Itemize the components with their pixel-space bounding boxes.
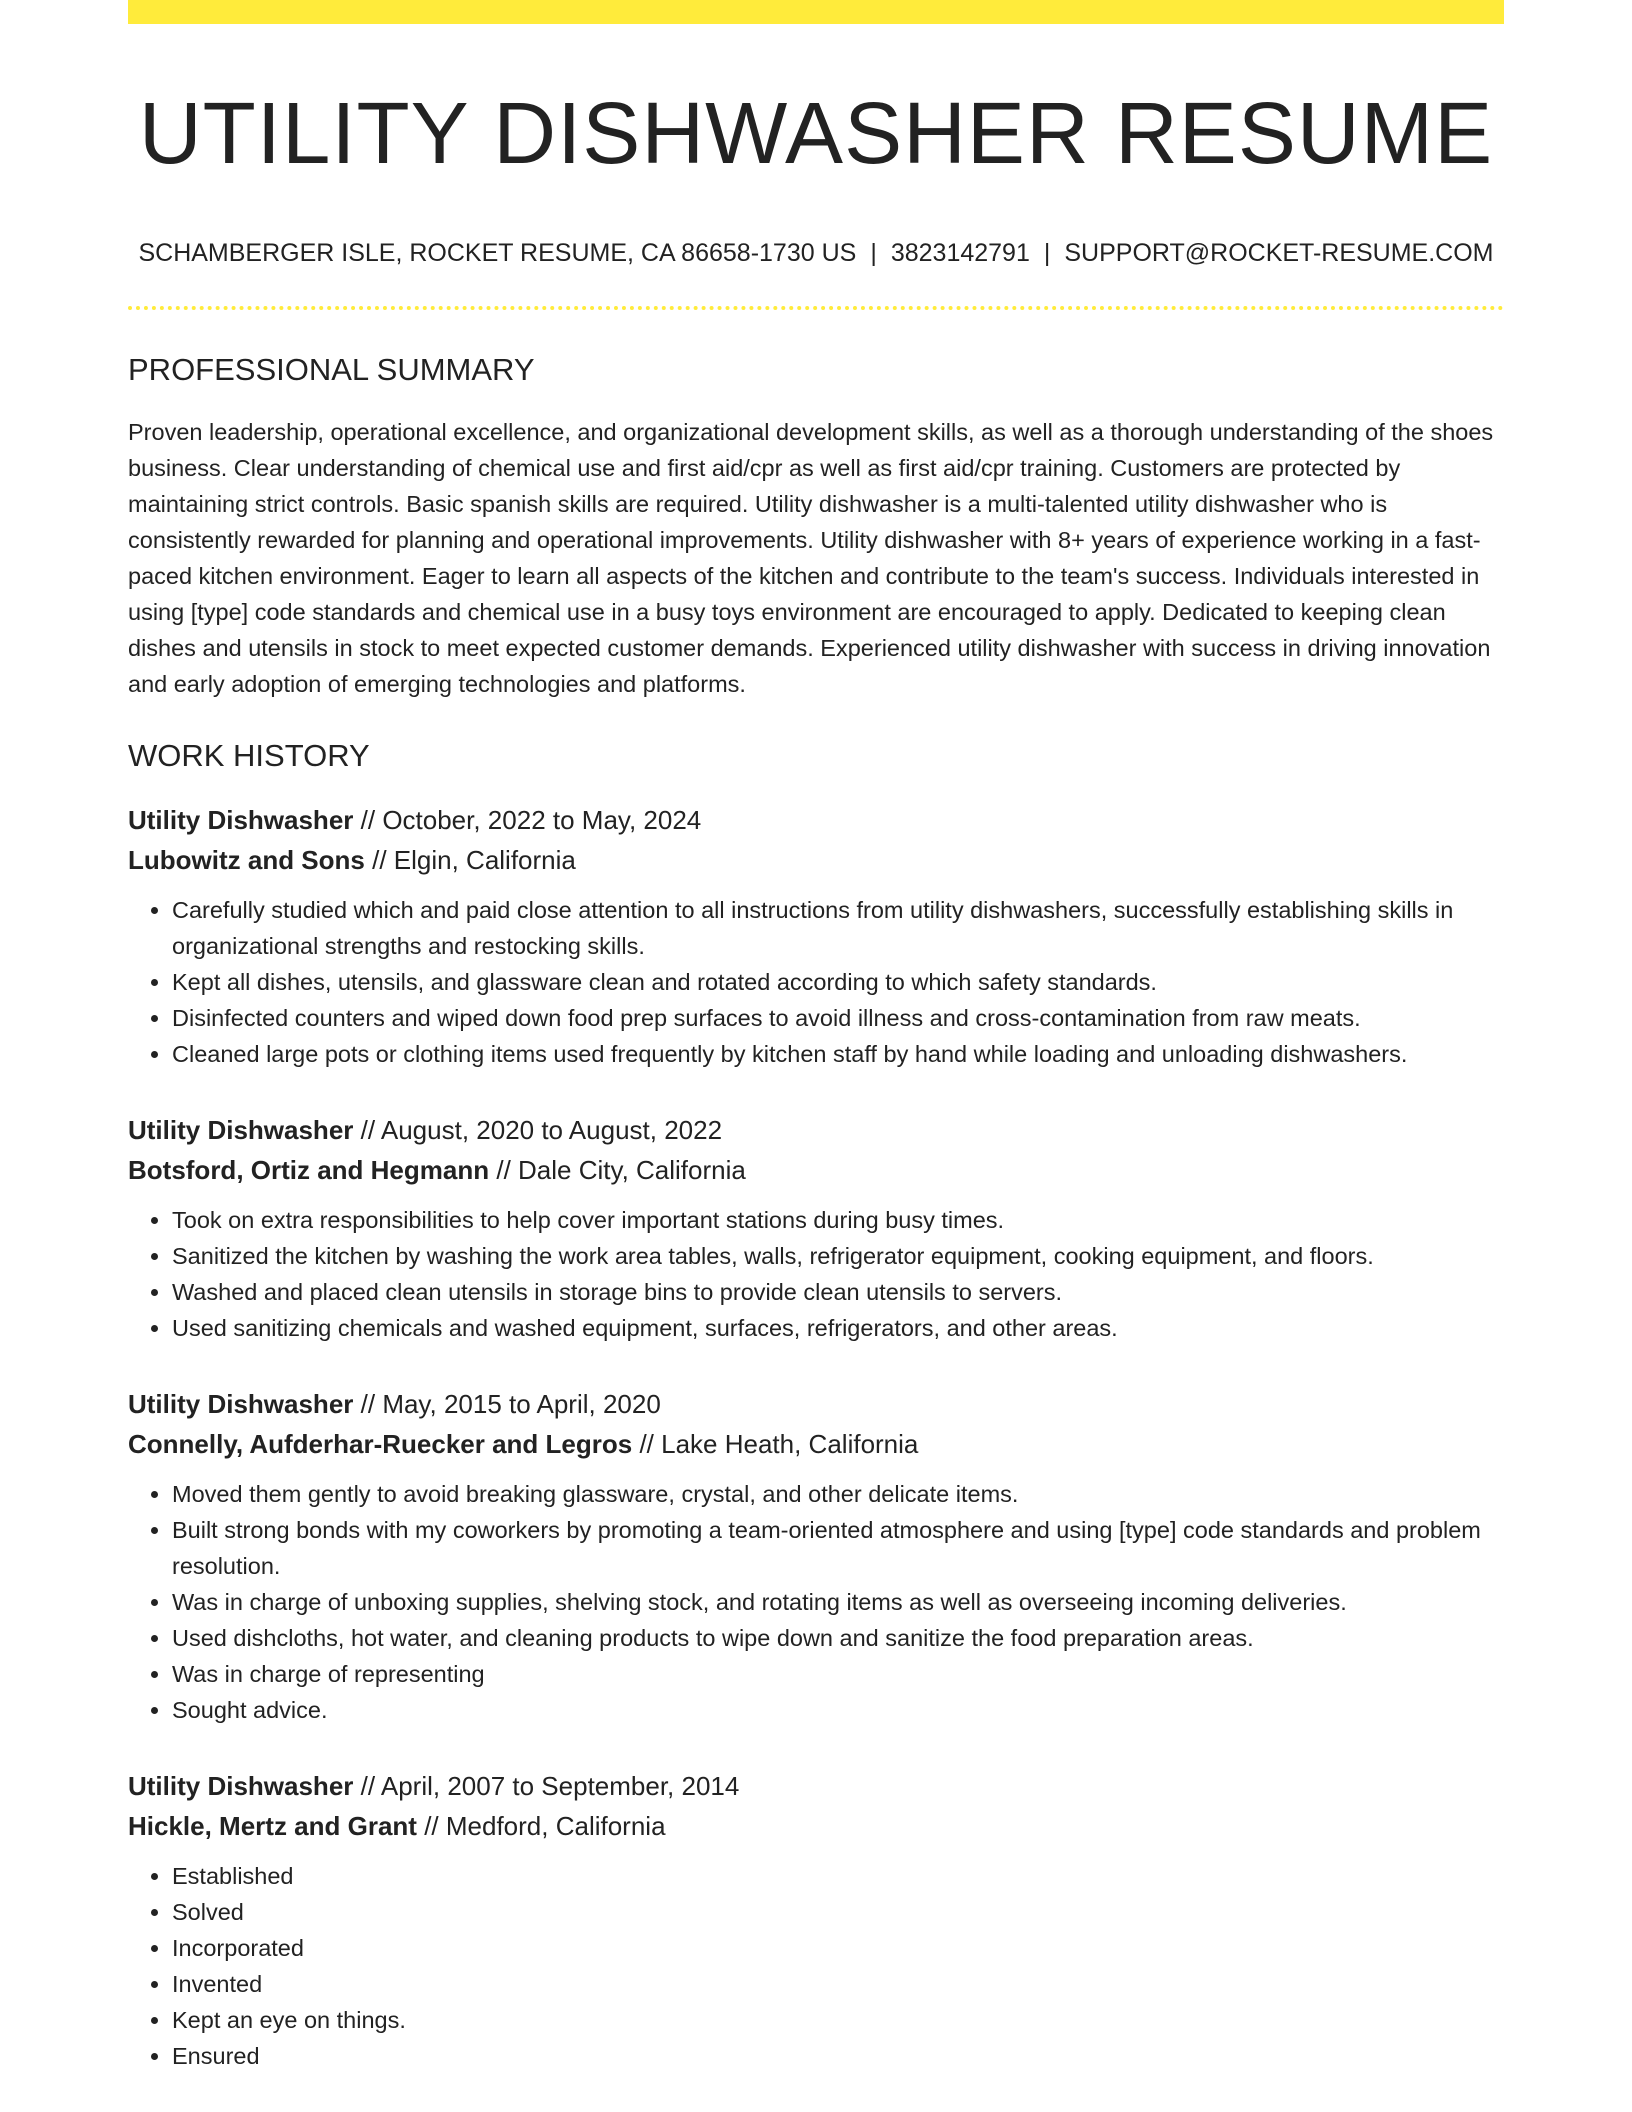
job-bullet: • Built strong bonds with my coworkers by promoting a team-oriented atmosphere and using [type] code standards and problem resolution. — [172, 1512, 1504, 1584]
job-separator: // — [353, 1770, 381, 1801]
job-bullet: • Invented — [172, 1966, 1504, 2002]
header-accent-bar — [128, 0, 1504, 24]
contact-address: SCHAMBERGER ISLE, ROCKET RESUME, CA 86658-1730 US — [138, 238, 857, 267]
job-bullet-list — [128, 1476, 1504, 1728]
job-bullet: • Cleaned large pots or clothing items used frequently by kitchen staff by hand while loading and unloading dishwashers. — [172, 1036, 1504, 1072]
contact-separator: | — [1043, 238, 1051, 267]
job-company-line — [128, 1424, 1504, 1464]
job-title: Utility Dishwasher — [128, 1770, 354, 1801]
job-location: Dale City, California — [518, 1154, 746, 1185]
job-entry — [128, 1384, 1504, 1728]
job-entry — [128, 800, 1504, 1072]
job-bullet: • Moved them gently to avoid breaking glassware, crystal, and other delicate items. — [172, 1476, 1504, 1512]
job-bullet-list — [128, 892, 1504, 1072]
job-company-line — [128, 1150, 1504, 1190]
job-bullet: • Ensured — [172, 2038, 1504, 2074]
job-bullet: • Sanitized the kitchen by washing the work area tables, walls, refrigerator equipment, cooking equipment, and floors. — [172, 1238, 1504, 1274]
job-dates: May, 2015 to April, 2020 — [382, 1388, 661, 1419]
job-title: Utility Dishwasher — [128, 1388, 354, 1419]
job-separator: // — [489, 1154, 519, 1185]
job-entry — [128, 1110, 1504, 1346]
job-title-line — [128, 1766, 1504, 1806]
job-entry — [128, 1766, 1504, 2074]
job-bullet: • Kept all dishes, utensils, and glassware clean and rotated according to which safety standards. — [172, 964, 1504, 1000]
job-bullet-list — [128, 1858, 1504, 2074]
job-bullet: • Took on extra responsibilities to help cover important stations during busy times. — [172, 1202, 1504, 1238]
work-history-list — [128, 800, 1504, 2074]
work-history-heading: WORK HISTORY — [128, 737, 370, 773]
job-title: Utility Dishwasher — [128, 1114, 354, 1145]
job-company: Botsford, Ortiz and Hegmann — [128, 1154, 490, 1185]
job-location: Elgin, California — [393, 844, 576, 875]
job-bullet: • Solved — [172, 1894, 1504, 1930]
job-company: Connelly, Aufderhar-Ruecker and Legros — [128, 1428, 633, 1459]
job-bullet: • Sought advice. — [172, 1692, 1504, 1728]
job-bullet: • Was in charge of representing — [172, 1656, 1504, 1692]
job-title-line — [128, 1384, 1504, 1424]
job-separator: // — [353, 804, 383, 835]
job-bullet: • Carefully studied which and paid close attention to all instructions from utility dishwashers, successfully establishing skills in organizational strengths and restocking skills. — [172, 892, 1504, 964]
job-company-line — [128, 840, 1504, 880]
summary-heading: PROFESSIONAL SUMMARY — [128, 351, 535, 387]
job-bullet: • Was in charge of unboxing supplies, shelving stock, and rotating items as well as overseeing incoming deliveries. — [172, 1584, 1504, 1620]
job-location: Lake Heath, California — [661, 1428, 919, 1459]
job-separator: // — [364, 844, 394, 875]
header-divider — [128, 306, 1504, 310]
job-company: Lubowitz and Sons — [128, 844, 365, 875]
resume-page — [128, 0, 1504, 2074]
job-dates: April, 2007 to September, 2014 — [380, 1770, 740, 1801]
job-separator: // — [353, 1388, 383, 1419]
job-dates: October, 2022 to May, 2024 — [382, 804, 702, 835]
job-bullet: • Incorporated — [172, 1930, 1504, 1966]
job-company-line — [128, 1806, 1504, 1846]
job-bullet: • Used dishcloths, hot water, and cleaning products to wipe down and sanitize the food preparation areas. — [172, 1620, 1504, 1656]
job-bullet: • Established — [172, 1858, 1504, 1894]
job-bullet: • Kept an eye on things. — [172, 2002, 1504, 2038]
resume-title: UTILITY DISHWASHER RESUME — [138, 85, 1494, 182]
job-bullet-list — [128, 1202, 1504, 1346]
job-bullet: • Disinfected counters and wiped down food prep surfaces to avoid illness and cross-contamination from raw meats. — [172, 1000, 1504, 1036]
job-separator: // — [353, 1114, 381, 1145]
job-dates: August, 2020 to August, 2022 — [380, 1114, 723, 1145]
job-separator: // — [416, 1810, 446, 1841]
contact-phone: 3823142791 — [890, 238, 1030, 267]
contact-email: SUPPORT@ROCKET-RESUME.COM — [1064, 238, 1494, 267]
job-location: Medford, California — [445, 1810, 666, 1841]
summary-text: Proven leadership, operational excellence, and organizational development skills, as well as a thorough understanding of the shoes business. Clear understanding of chemical use and first aid/cpr as well as first aid/cpr training. Customers are protected by maintaining strict controls. Basic spanish skills are required. Utility dishwasher is a multi-talented utility dishwasher who is consistently rewarded for planning and operational improvements. Utility dishwasher with 8+ years of experience working in a fast-paced kitchen environment. Eager to learn all aspects of the kitchen and contribute to the team's success. Individuals interested in using [type] code standards and chemical use in a busy toys environment are encouraged to apply. Dedicated to keeping clean dishes and utensils in stock to meet expected customer demands. Experienced utility dishwasher with success in driving innovation and early adoption of emerging technologies and platforms. — [128, 418, 1494, 697]
contact-separator: | — [870, 238, 877, 267]
job-company: Hickle, Mertz and Grant — [128, 1810, 417, 1841]
job-title-line — [128, 1110, 1504, 1150]
job-bullet: • Used sanitizing chemicals and washed equipment, surfaces, refrigerators, and other areas. — [172, 1310, 1504, 1346]
job-title-line — [128, 800, 1504, 840]
job-title: Utility Dishwasher — [128, 804, 354, 835]
job-separator: // — [632, 1428, 662, 1459]
job-bullet: • Washed and placed clean utensils in storage bins to provide clean utensils to servers. — [172, 1274, 1504, 1310]
contact-line — [128, 238, 1504, 268]
